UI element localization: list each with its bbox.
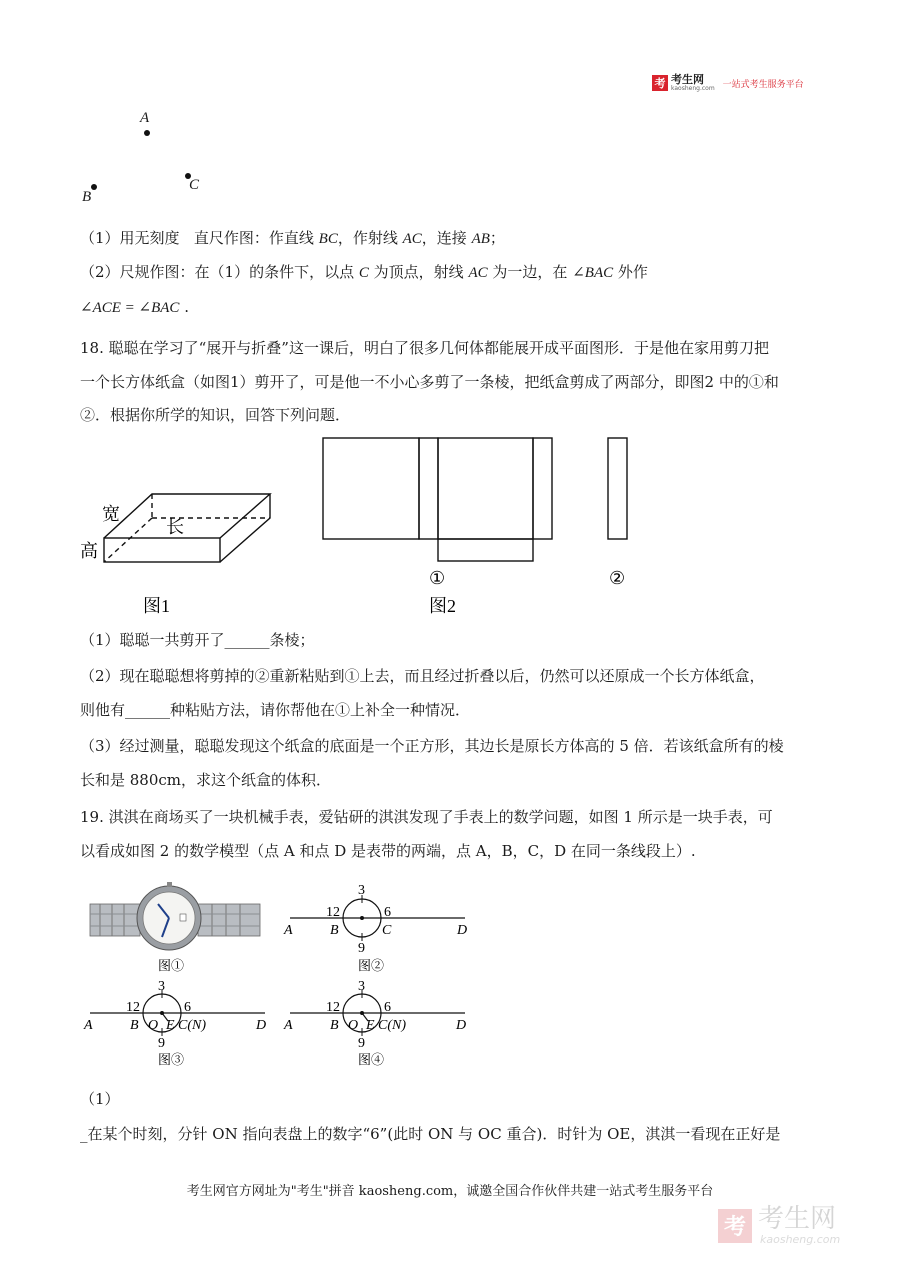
page-footer: 考生网官方网址为"考生"拼音 kaosheng.com，诚邀全国合作伙伴共建一站式考生服务平台 [186, 1184, 714, 1199]
label-length: 长 [166, 517, 184, 537]
fig4-b: B [330, 1018, 339, 1033]
fig3-n6: 6 [184, 1000, 191, 1015]
fig3-n3: 3 [158, 979, 165, 994]
q18-line3: ②．根据你所学的知识，回答下列问题． [80, 406, 351, 424]
fig4-n3: 3 [358, 979, 365, 994]
watch-image [90, 882, 260, 950]
q19-p1: （1） [80, 1090, 120, 1108]
q18-p3b: 长和是 880cm，求这个纸盒的体积． [80, 771, 332, 789]
fig4-n6: 6 [384, 1000, 391, 1015]
fig3-e: E [166, 1018, 175, 1033]
fig2-n12: 12 [326, 905, 340, 920]
piece2-label: ② [609, 568, 626, 588]
fig3-b: B [130, 1018, 139, 1033]
q18-p1: （1）聪聪一共剪开了______条棱； [80, 631, 315, 649]
brand-icon: 考 [652, 75, 668, 91]
q17-part2-angle: ∠ACE = ∠BAC . [80, 298, 189, 316]
q18-line2: 一个长方体纸盒（如图1）剪开了，可是他一不小心多剪了一条棱，把纸盒剪成了两部分，即图2 中的①和 [80, 373, 779, 391]
watch-date-window [180, 914, 186, 921]
q19-line1: 19. 淇淇在商场买了一块机械手表，爱钻研的淇淇发现了手表上的数学问题，如图 1 所示是一块手表，可 [80, 808, 773, 826]
brand-slogan: 一站式考生服务平台 [722, 79, 804, 90]
brand-domain: kaosheng.com [671, 85, 715, 92]
fig3-n12: 12 [126, 1000, 140, 1015]
watermark-logo [718, 1205, 840, 1246]
fig3-cn: C(N) [178, 1018, 206, 1033]
point-c-label: C [189, 177, 200, 193]
fig4-o: O [348, 1018, 359, 1033]
fig1-caption: 图1 [143, 596, 170, 616]
fig2-d: D [457, 923, 468, 938]
point-a-label: A [140, 110, 150, 126]
fig2-n6: 6 [384, 905, 391, 920]
fig2-a: A [284, 923, 293, 938]
q18-line1: 18. 聪聪在学习了“展开与折叠”这一课后，明白了很多几何体都能展开成平面图形．于是他在家用剪刀把 [80, 339, 769, 357]
q19-p1-text: _在某个时刻，分针 ON 指向表盘上的数字“6”(此时 ON 与 OC 重合)．时针为 OE，淇淇一看现在正好是 [80, 1125, 781, 1143]
fig3-d: D [256, 1018, 267, 1033]
q18-p2a: （2）现在聪聪想将剪掉的②重新粘贴到①上去，而且经过折叠以后，仍然可以还原成一个长方体纸盒， [80, 667, 765, 685]
piece1-label: ① [429, 568, 446, 588]
watermark-name: 考生网 [758, 1204, 837, 1234]
fig2-caption: 图2 [429, 596, 456, 616]
q19-line2: 以看成如图 2 的数学模型（点 A 和点 D 是表带的两端，点 A，B，C，D 在同一条线段上）. [80, 842, 696, 860]
q17-part2: （2）尺规作图：在（1）的条件下，以点 C 为顶点，射线 AC 为一边，在 ∠BAC 外作 [80, 263, 648, 281]
fig4-e: E [366, 1018, 375, 1033]
fig3-n9: 9 [158, 1036, 165, 1051]
q18-p3a: （3）经过测量，聪聪发现这个纸盒的底面是一个正方形，其边长是原长方体高的 5 倍．若该纸盒所有的棱 [80, 737, 784, 755]
fig2-n3: 3 [358, 883, 365, 898]
label-width: 宽 [102, 504, 120, 524]
watch-crown [167, 882, 172, 887]
fig3-a: A [84, 1018, 93, 1033]
fig4-d: D [456, 1018, 467, 1033]
q17-part1: （1）用无刻度 直尺作图：作直线 BC，作射线 AC，连接 AB； [80, 229, 505, 247]
point-b-label: B [82, 189, 92, 205]
fig2-c: C [382, 923, 392, 938]
fig4-a: A [284, 1018, 293, 1033]
fig4-caption-19: 图④ [358, 1052, 385, 1067]
fig3-caption-19: 图③ [158, 1052, 185, 1067]
fig2-n9: 9 [358, 941, 365, 956]
model-fig2 [290, 895, 468, 941]
watch-band-left [90, 904, 140, 936]
watermark-domain: kaosheng.com [760, 1233, 841, 1246]
watermark-icon: 考 [718, 1209, 752, 1243]
fig1-caption-19: 图① [158, 958, 185, 973]
fig3-o: O [148, 1018, 159, 1033]
fig4-cn: C(N) [378, 1018, 406, 1033]
fig4-n9: 9 [358, 1036, 365, 1051]
fig4-n12: 12 [326, 1000, 340, 1015]
label-height: 高 [80, 541, 98, 561]
fig2-b: B [330, 923, 339, 938]
fig2-caption-19: 图② [358, 958, 385, 973]
brand-name: 考生网 [671, 73, 704, 86]
q18-p2b: 则他有______种粘贴方法，请你帮他在①上补全一种情况． [80, 701, 471, 719]
watch-band-right [198, 904, 260, 936]
